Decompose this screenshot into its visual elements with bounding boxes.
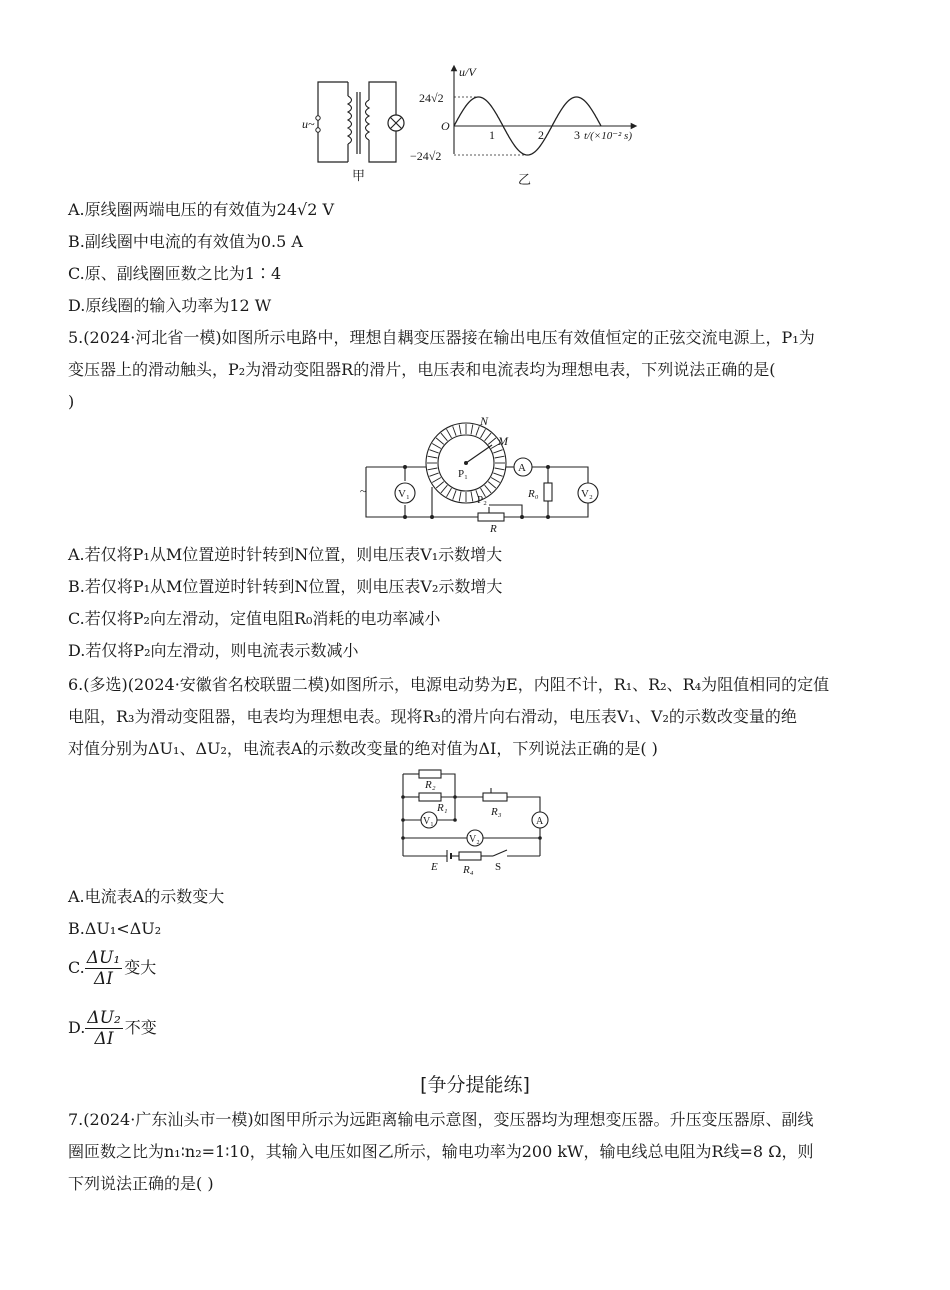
q6-option-a: A.电流表A的示数变大: [68, 887, 225, 906]
axis-y-label: u/V: [459, 65, 476, 79]
voltmeter-v1-label: V₁: [398, 488, 410, 500]
tick-2: 2: [538, 128, 544, 142]
q6-c-fraction: $\frac{\text{ΔU₁}}{\Delta I}$: [86, 948, 121, 989]
q6-stem-line1: 6.(多选)(2024·安徽省名校联盟二模)如图所示，电源电动势为E，内阻不计，R₁、R₂、R₄为阻值相同的定值: [68, 675, 830, 694]
switch-s-label: S: [495, 861, 502, 873]
resistor-r1-label: R₁: [437, 802, 448, 814]
q5-stem-line1: 5.(2024·河北省一模)如图所示电路中，理想自耦变压器接在输出电压有效值恒定的正弦交流电源上，P₁为: [68, 328, 815, 347]
q6-d-fraction: $\frac{\text{ΔU₂}}{\Delta I}$: [87, 1008, 121, 1049]
q6-stem-line2: 电阻，R₃为滑动变阻器，电表均为理想电表。现将R₃的滑片向右滑动，电压表V₁、V₂的示数改变量的绝: [68, 707, 797, 726]
q5-circuit-figure: [358, 415, 598, 535]
voltmeter-v2-label: V₂: [581, 488, 593, 500]
q5-option-c: C.若仅将P₂向左滑动，定值电阻R₀消耗的电功率减小: [68, 609, 441, 628]
emf-e-label: E: [431, 861, 438, 873]
figure-label-yi: 乙: [518, 172, 532, 187]
resistor-r2-label: R₂: [425, 779, 436, 791]
q4-option-d: D.原线圈的输入功率为12 W: [68, 296, 272, 315]
tick-3: 3: [574, 128, 580, 142]
section-title: [争分提能练]: [420, 1074, 530, 1096]
q6-option-b: B.ΔU₁<ΔU₂: [68, 919, 162, 938]
ac-source-symbol: ~: [360, 484, 367, 498]
q6-stem-line3: 对值分别为ΔU₁、ΔU₂，电流表A的示数改变量的绝对值为ΔI，下列说法正确的是( ): [68, 739, 658, 758]
axis-x-label: t/(×10⁻² s): [584, 130, 632, 142]
figure-label-jia: 甲: [352, 168, 366, 183]
q4-option-a: A.原线圈两端电压的有效值为24√2 V: [68, 200, 335, 219]
q7-stem-line2: 圈匝数之比为n₁∶n₂=1∶10，其输入电压如图乙所示，输电功率为200 kW，输电线总电阻为R线=8 Ω，则: [68, 1142, 814, 1161]
q7-stem-line3: 下列说法正确的是( ): [68, 1174, 214, 1193]
slider-p2-label: P₂: [477, 494, 487, 506]
resistor-r0-label: R₀: [528, 488, 539, 500]
q4-option-b: B.副线圈中电流的有效值为0.5 A: [68, 232, 303, 251]
q4-option-c: C.原、副线圈匝数之比为1∶4: [68, 264, 282, 283]
position-n-label: N: [480, 414, 489, 428]
origin-label: O: [441, 119, 450, 133]
peak-negative-label: −24√2: [410, 149, 442, 163]
q6-circuit-figure: [395, 764, 565, 879]
q5-option-a: A.若仅将P₁从M位置逆时针转到N位置，则电压表V₁示数增大: [68, 545, 503, 564]
q5-stem-line2: 变压器上的滑动触头，P₂为滑动变阻器R的滑片，电压表和电流表均为理想电表，下列说法正确的是(: [68, 360, 776, 379]
resistor-r3-label: R₃: [491, 806, 502, 818]
voltmeter-v1-label: V₁: [423, 816, 434, 827]
q6-option-d: D. $\frac{\text{ΔU₂}}{\Delta I}$ 不变: [68, 1008, 157, 1049]
transformer-figure: [300, 70, 410, 183]
u-source-label: u~: [302, 117, 315, 131]
q6-option-c: C. $\frac{\text{ΔU₁}}{\Delta I}$ 变大: [68, 948, 157, 989]
ammeter-label: A: [536, 816, 544, 827]
ammeter-label: A: [518, 462, 526, 474]
sine-graph: [410, 62, 650, 187]
voltmeter-v2-label: V₂: [469, 834, 480, 845]
resistor-r-label: R: [490, 523, 497, 535]
q5-option-d: D.若仅将P₂向左滑动，则电流表示数减小: [68, 641, 359, 660]
q5-option-b: B.若仅将P₁从M位置逆时针转到N位置，则电压表V₂示数增大: [68, 577, 503, 596]
slider-p1-label: P₁: [458, 468, 468, 480]
position-m-label: M: [498, 434, 508, 448]
q5-stem-line3: ): [68, 392, 75, 411]
tick-1: 1: [489, 128, 495, 142]
peak-positive-label: 24√2: [419, 91, 444, 105]
resistor-r4-label: R₄: [463, 864, 474, 876]
q7-stem-line1: 7.(2024·广东汕头市一模)如图甲所示为远距离输电示意图，变压器均为理想变压器。升压变压器原、副线: [68, 1110, 814, 1129]
